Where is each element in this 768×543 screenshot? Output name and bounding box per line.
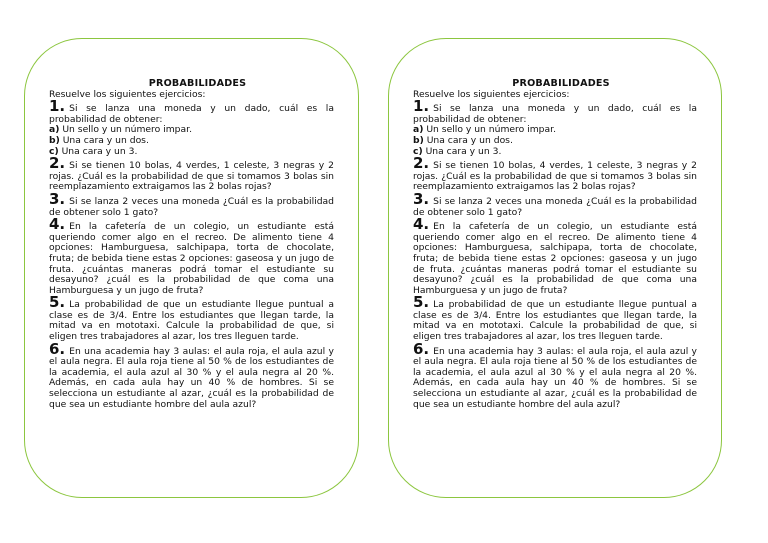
option-letter: b) xyxy=(413,134,424,146)
exercise-number: 6. xyxy=(413,339,430,358)
exercise-text: Si se lanza una moneda y un dado, cuál es la probabilidad de obtener: xyxy=(49,103,334,125)
exercise-text: En la cafetería de un colegio, un estudiante está queriendo comer algo en el recreo. De alimento tiene 4 opciones: Hamburguesa, salchipapa, torta de chocolate, fruta; de bebida tiene estas 2 opciones: gaseosa y un jugo de fruta. ¿cuántas maneras podrá tomar el estudiante su desayuno? ¿cuál es la probabilidad de que coma una Hamburguesa y un jugo de fruta? xyxy=(413,221,697,296)
exercise-number: 6. xyxy=(49,339,66,358)
exercise-5 xyxy=(49,293,334,343)
exercise-1 xyxy=(49,97,334,125)
exercise-text: Si se tienen 10 bolas, 4 verdes, 1 celeste, 3 negras y 2 rojas. ¿Cuál es la probabilidad de que si tomamos 3 bolas sin reemplazamiento extraigamos las 2 bolas rojas? xyxy=(49,160,334,193)
option-text: Una cara y un dos. xyxy=(59,134,149,146)
exercise-number: 5. xyxy=(49,293,66,312)
option-letter: c) xyxy=(413,145,423,157)
exercise-3 xyxy=(413,189,697,218)
exercise-number: 4. xyxy=(413,215,430,234)
option-text: Una cara y un 3. xyxy=(422,145,502,157)
card-content xyxy=(49,79,334,410)
card-intro: Resuelve los siguientes ejercicios: xyxy=(49,88,206,100)
exercise-2 xyxy=(49,154,334,193)
exercise-number: 2. xyxy=(413,154,430,173)
exercise-number: 5. xyxy=(413,293,430,312)
option-text: Una cara y un dos. xyxy=(423,134,513,146)
option-letter: a) xyxy=(413,124,424,136)
option-text: Un sello y un número impar. xyxy=(423,124,556,136)
exercise-6 xyxy=(49,339,334,411)
exercise-text: Si se lanza 2 veces una moneda ¿Cuál es la probabilidad de obtener solo 1 gato? xyxy=(49,195,334,218)
exercise-4 xyxy=(413,215,697,296)
option-c xyxy=(49,147,334,158)
exercise-number: 3. xyxy=(413,189,430,208)
exercise-text: Si se lanza una moneda y un dado, cuál es la probabilidad de obtener: xyxy=(413,103,697,125)
exercise-number: 1. xyxy=(49,97,66,116)
exercise-text: La probabilidad de que un estudiante llegue puntual a clase es de 3/4. Entre los estudiantes que llegan tarde, la mitad va en mototaxi. Calcule la probabilidad de que, si eligen tres trabajadores al azar, los tres lleguen tarde. xyxy=(49,299,334,343)
option-text: Un sello y un número impar. xyxy=(59,124,192,136)
exercise-text: Si se lanza 2 veces una moneda ¿Cuál es la probabilidad de obtener solo 1 gato? xyxy=(413,195,697,218)
option-letter: a) xyxy=(49,124,60,136)
exercise-3 xyxy=(49,189,334,218)
card-title: PROBABILIDADES xyxy=(512,78,610,89)
exercise-card-left xyxy=(24,38,359,498)
exercise-5 xyxy=(413,293,697,343)
option-c xyxy=(413,147,697,158)
exercise-4 xyxy=(49,215,334,296)
option-letter: b) xyxy=(49,134,60,146)
card-content xyxy=(413,79,697,410)
exercise-text: En la cafetería de un colegio, un estudiante está queriendo comer algo en el recreo. De alimento tiene 4 opciones: Hamburguesa, salchipapa, torta de chocolate, fruta; de bebida tiene estas 2 opciones: gaseosa y un jugo de fruta. ¿cuántas maneras podrá tomar el estudiante su desayuno? ¿cuál es la probabilidad de que coma una Hamburguesa y un jugo de fruta? xyxy=(49,221,334,296)
exercise-number: 3. xyxy=(49,189,66,208)
exercise-text: En una academia hay 3 aulas: el aula roja, el aula azul y el aula negra. El aula roja tiene al 50 % de los estudiantes de la academia, el aula azul al 30 % y el aula negra al 20 %. Además, en cada aula hay un 40 % de hombres. Si se selecciona un estudiante al azar, ¿cuál es la probabilidad de que sea un estudiante hombre del aula azul? xyxy=(49,345,334,410)
exercise-number: 2. xyxy=(49,154,66,173)
exercise-number: 1. xyxy=(413,97,430,116)
exercise-1 xyxy=(413,97,697,125)
exercise-text: En una academia hay 3 aulas: el aula roja, el aula azul y el aula negra. El aula roja tiene al 50 % de los estudiantes de la academia, el aula azul al 30 % y el aula negra al 20 %. Además, en cada aula hay un 40 % de hombres. Si se selecciona un estudiante al azar, ¿cuál es la probabilidad de que sea un estudiante hombre del aula azul? xyxy=(413,345,697,410)
card-intro: Resuelve los siguientes ejercicios: xyxy=(413,88,570,100)
exercise-text: La probabilidad de que un estudiante llegue puntual a clase es de 3/4. Entre los estudiantes que llegan tarde, la mitad va en mototaxi. Calcule la probabilidad de que, si eligen tres trabajadores al azar, los tres lleguen tarde. xyxy=(413,299,697,343)
option-text: Una cara y un 3. xyxy=(58,145,138,157)
option-letter: c) xyxy=(49,145,59,157)
exercise-number: 4. xyxy=(49,215,66,234)
card-title: PROBABILIDADES xyxy=(148,78,247,89)
exercise-text: Si se tienen 10 bolas, 4 verdes, 1 celeste, 3 negras y 2 rojas. ¿Cuál es la probabilidad de que si tomamos 3 bolas sin reemplazamiento extraigamos las 2 bolas rojas? xyxy=(413,160,697,193)
exercise-6 xyxy=(413,339,697,411)
exercise-2 xyxy=(413,154,697,193)
exercise-card-right xyxy=(388,38,722,498)
